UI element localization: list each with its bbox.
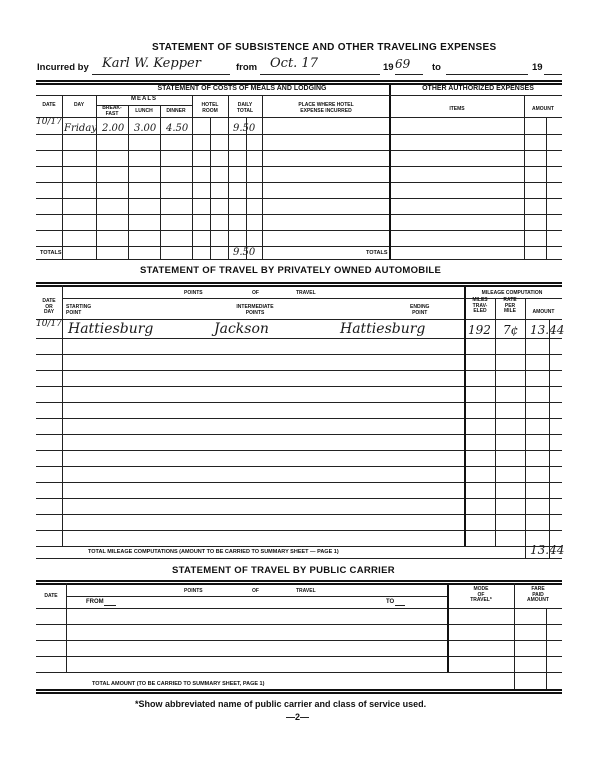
auto-entry-date: 10/17 [36, 319, 62, 329]
page-number: —2— [286, 712, 310, 722]
auto-entry-miles: 192 [468, 323, 491, 337]
auto-section-title: STATEMENT OF TRAVEL BY PRIVATELY OWNED AUTOMOBILE [140, 265, 442, 276]
meals-lodging-title: STATEMENT OF COSTS OF MEALS AND LODGING [157, 85, 327, 92]
auto-total-value: 13.44 [530, 543, 565, 557]
from-value: Oct. 17 [270, 56, 318, 71]
entry-lunch: 3.00 [134, 123, 157, 134]
year2-prefix: 19 [532, 62, 543, 73]
incurred-by-line [92, 74, 230, 75]
public-to-label: TO [386, 599, 395, 605]
year2-line [544, 74, 562, 75]
col-hotel-header: HOTEL ROOM [201, 102, 219, 114]
auto-entry-intermediate: Jackson [214, 321, 269, 337]
auto-entry-rate: 7¢ [503, 323, 519, 337]
year-line [395, 74, 423, 75]
entry-dinner: 4.50 [166, 123, 189, 134]
col-dinner-header: DINNER [166, 108, 186, 114]
auto-col-amount: AMOUNT [532, 309, 555, 315]
auto-col-starting: STARTING POINT [66, 304, 92, 316]
from-label: from [236, 62, 258, 73]
col-items-header: ITEMS [449, 106, 465, 112]
public-travel-label: TRAVEL [296, 588, 316, 594]
auto-col-miles: MILES TRAV- ELED [472, 297, 488, 315]
form-title: STATEMENT OF SUBSISTENCE AND OTHER TRAVELING EXPENSES [152, 42, 497, 53]
from-line [260, 74, 380, 75]
incurred-by-value: Karl W. Kepper [102, 56, 201, 71]
public-of-label: OF [252, 588, 259, 594]
entry-day: Friday [64, 123, 97, 134]
auto-travel-label: TRAVEL [296, 290, 316, 296]
mileage-computation-header: MILEAGE COMPUTATION [481, 290, 543, 296]
auto-col-ending: ENDING POINT [410, 304, 430, 316]
col-date-header: DATE [42, 102, 56, 108]
auto-col-date: DATE OR DAY [42, 298, 56, 316]
public-col-fare: FARE PAID AMOUNT [527, 586, 549, 604]
totals-label: TOTALS [40, 250, 62, 256]
meals-header: MEALS [131, 96, 157, 102]
public-section-title: STATEMENT OF TRAVEL BY PUBLIC CARRIER [172, 565, 395, 576]
auto-of-label: OF [252, 290, 259, 296]
other-expenses-title: OTHER AUTHORIZED EXPENSES [422, 85, 534, 92]
entry-daily-total: 9.50 [233, 123, 256, 134]
public-from-label: FROM [86, 599, 104, 605]
auto-col-rate: RATE PER MILE [503, 297, 517, 315]
public-points-label: POINTS [184, 588, 203, 594]
entry-breakfast: 2.00 [102, 123, 125, 134]
public-col-mode: MODE OF TRAVEL* [470, 586, 492, 604]
public-total-label: TOTAL AMOUNT (TO BE CARRIED TO SUMMARY SHEET, PAGE 1) [92, 681, 265, 687]
year-prefix: 19 [383, 62, 394, 73]
auto-entry-ending: Hattiesburg [340, 321, 426, 337]
auto-total-label: TOTAL MILEAGE COMPUTATIONS (AMOUNT TO BE CARRIED TO SUMMARY SHEET — PAGE 1) [88, 549, 339, 555]
to-label: to [432, 62, 441, 73]
footer-note: *Show abbreviated name of public carrier and class of service used. [135, 699, 427, 709]
col-lunch-header: LUNCH [135, 108, 153, 114]
auto-points-label: POINTS [184, 290, 203, 296]
auto-entry-starting: Hattiesburg [68, 321, 154, 337]
totals-right-label: TOTALS [366, 250, 388, 256]
col-day-header: DAY [73, 102, 85, 108]
auto-entry-amount: 13.44 [530, 323, 565, 337]
auto-col-intermediate: INTERMEDIATE POINTS [236, 304, 274, 316]
col-amount-header: AMOUNT [532, 106, 554, 112]
year-value: 69 [395, 57, 411, 71]
entry-date: 10/17 [36, 117, 62, 127]
totals-value: 9.50 [233, 247, 256, 258]
col-place-header: PLACE WHERE HOTEL EXPENSE INCURRED [298, 102, 354, 114]
to-line [446, 74, 528, 75]
public-col-date: DATE [44, 593, 58, 599]
incurred-by-label: Incurred by [37, 62, 89, 73]
col-breakfast-header: BREAK- FAST [102, 105, 122, 117]
col-daily-header: DAILY TOTAL [236, 102, 254, 114]
